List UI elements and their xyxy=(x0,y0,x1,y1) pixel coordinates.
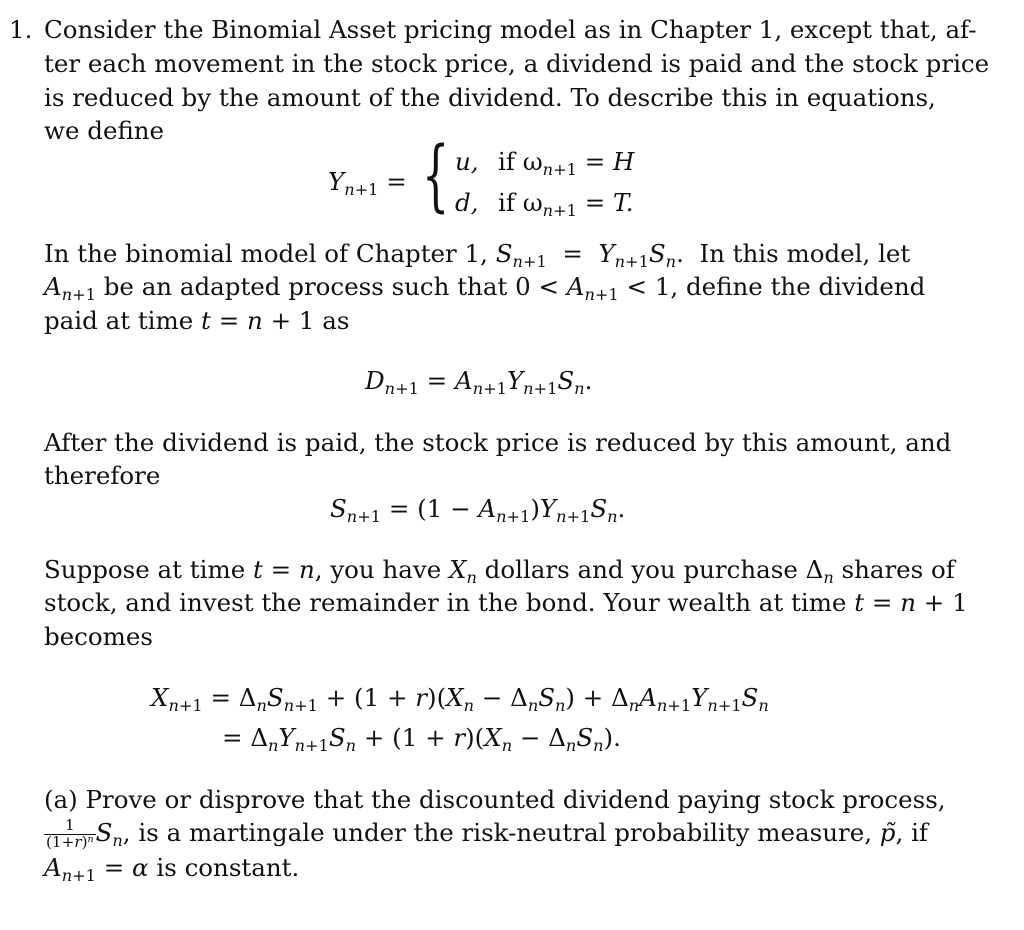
discount-fraction: $\frac{1}{(1+r)^n}$ xyxy=(46,816,94,851)
left-brace: { xyxy=(422,131,450,221)
intro-line-2: ter each movement in the stock price, a dividend is paid and the stock price xyxy=(44,49,990,78)
cond-h: if $\omega_{n+1} = H$ xyxy=(498,147,635,179)
after-line-1: After the dividend is paid, the stock price is reduced by this amount, and xyxy=(44,428,952,457)
model-line-1: In the binomial model of Chapter 1, $S_{n+1} = Y_{n+1}S_n$. In this model, let xyxy=(44,239,911,271)
wealth-line-1: Suppose at time t = n, you have $X_n$ dollars and you purchase $\Delta_n$ shares of xyxy=(44,555,955,587)
wealth-line-3: becomes xyxy=(44,622,153,651)
problem-number: 1. xyxy=(9,15,33,44)
part-a-line-2: $\frac{1}{(1+r)^n}$ $S_n$, is a martingale under the risk-neutral probability measure, p̃, if xyxy=(46,816,928,851)
model-line-3: paid at time t = n + 1 as xyxy=(44,306,350,335)
part-a-line-1: (a) Prove or disprove that the discounted dividend paying stock process, xyxy=(44,785,946,814)
equation-wealth-line-1: $X_{n+1} = \Delta_nS_{n+1} + (1 + r)(X_n - \Delta_nS_n) + \Delta_nA_{n+1}Y_{n+1}S_n$ xyxy=(151,683,769,715)
intro-line-3: is reduced by the amount of the dividend. To describe this in equations, xyxy=(44,83,936,112)
equation-wealth-line-2: = $\Delta_nY_{n+1}S_n + (1 + r)(X_n - \Delta_nS_n)$. xyxy=(222,723,621,755)
case-d: d, xyxy=(455,188,479,217)
part-a-line-3: $A_{n+1} = \alpha$ is constant. xyxy=(44,853,300,885)
wealth-line-2: stock, and invest the remainder in the bond. Your wealth at time t = n + 1 xyxy=(44,588,968,617)
equation-dividend: $D_{n+1} = A_{n+1}Y_{n+1}S_n$. xyxy=(365,366,593,398)
equation-stock-price: $S_{n+1} = (1 - A_{n+1})Y_{n+1}S_n$. xyxy=(330,494,626,526)
eq-y-lhs: Y xyxy=(328,167,345,196)
intro-line-4: we define xyxy=(44,116,165,145)
cond-t: if $\omega_{n+1} = T$. xyxy=(498,188,634,220)
intro-line-1: Consider the Binomial Asset pricing model as in Chapter 1, except that, af- xyxy=(44,15,977,44)
after-line-2: therefore xyxy=(44,461,161,490)
model-line-2: $A_{n+1}$ be an adapted process such that $0 < A_{n+1} < 1$, define the dividend xyxy=(44,272,926,304)
case-u: u, xyxy=(455,147,479,176)
